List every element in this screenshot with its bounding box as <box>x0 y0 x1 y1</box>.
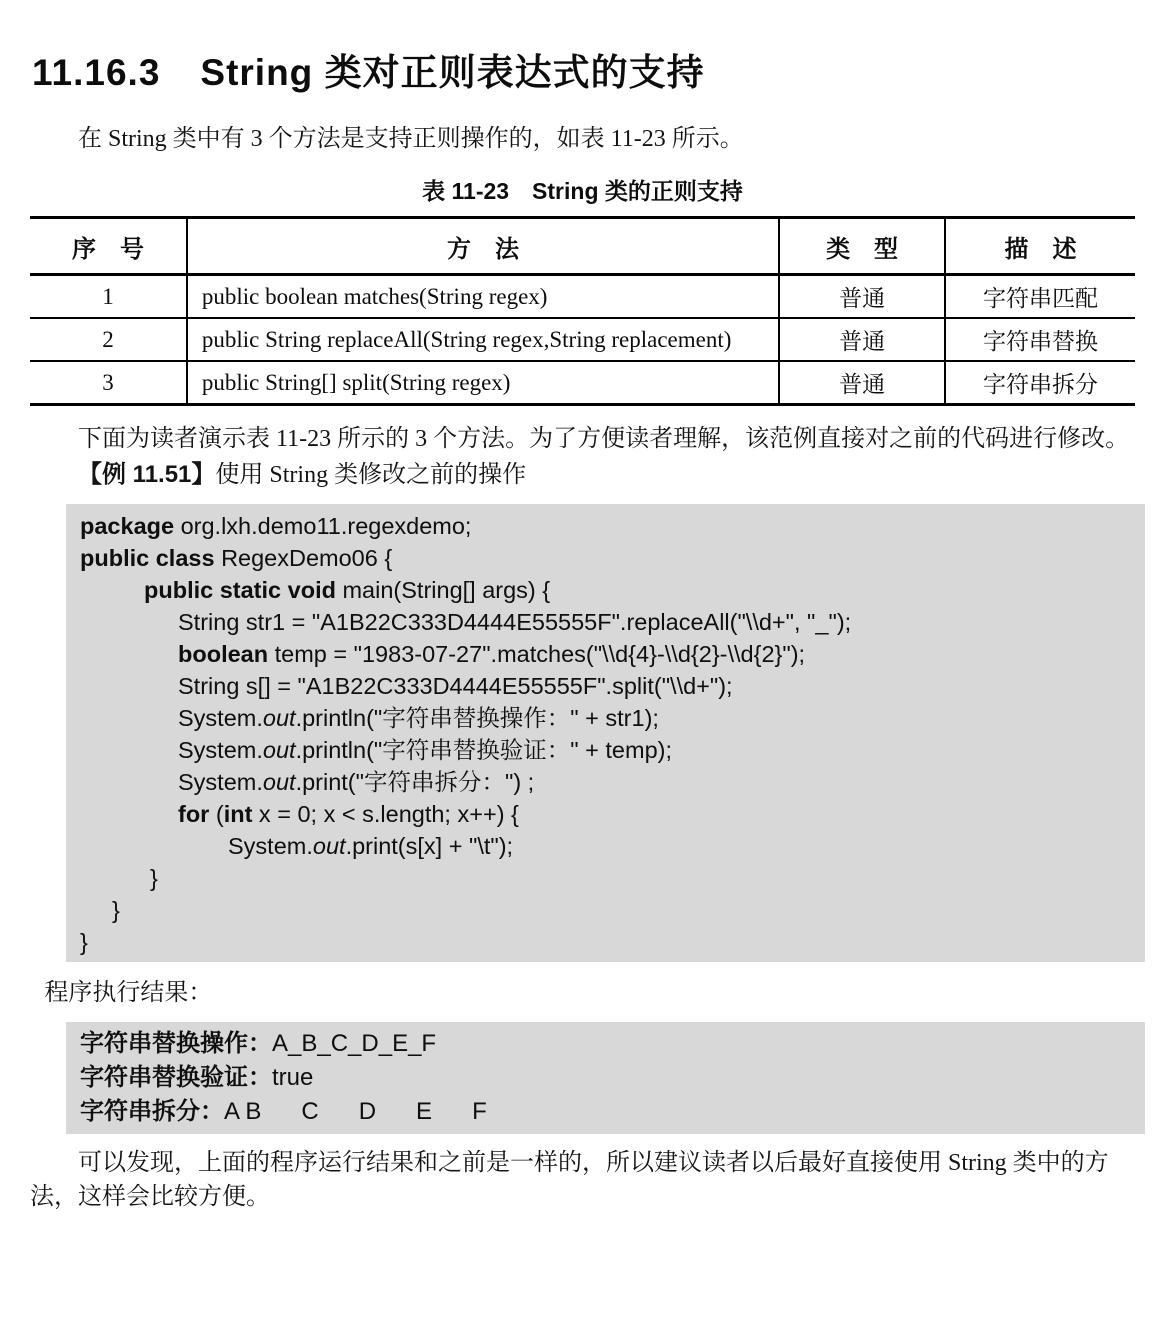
code-line: public static void main(String[] args) { <box>144 577 551 603</box>
output-label: 字符串拆分： <box>80 1098 224 1125</box>
output-value: A B C D E F <box>224 1098 487 1125</box>
code-line: System.out.print(s[x] + "\t"); <box>228 833 514 859</box>
table-row <box>30 361 1135 405</box>
table-cell-method: public boolean matches(String regex) <box>187 275 779 319</box>
table-header-cell: 类 型 <box>779 218 945 275</box>
table-caption: 表 11-23 String 类的正则支持 <box>422 178 743 204</box>
output-line <box>80 1095 1145 1129</box>
output-label: 字符串替换操作： <box>80 1030 272 1057</box>
table-cell-no: 1 <box>30 275 187 319</box>
table-cell-no: 3 <box>30 361 187 405</box>
after-table-paragraph: 下面为读者演示表 11-23 所示的 3 个方法。为了方便读者理解，该范例直接对之前的代码进行修改。 <box>78 426 1130 452</box>
code-line: for (int x = 0; x < s.length; x++) { <box>178 801 519 827</box>
regex-support-table <box>30 216 1135 406</box>
section-number: 11.16.3 <box>32 52 161 93</box>
example-label: 【例 11.51】 <box>78 461 216 488</box>
code-line: public class RegexDemo06 { <box>80 545 393 571</box>
table-cell-desc: 字符串拆分 <box>945 361 1135 405</box>
table-header-row <box>30 218 1135 275</box>
output-line <box>80 1061 1145 1095</box>
result-label: 程序执行结果： <box>44 980 213 1006</box>
table-header-cell: 描 述 <box>945 218 1135 275</box>
code-line: System.out.print("字符串拆分：") ; <box>178 769 535 795</box>
example-heading <box>30 458 1135 492</box>
output-line <box>80 1027 1145 1061</box>
code-line: System.out.println("字符串替换验证：" + temp); <box>178 737 672 763</box>
output-value: A_B_C_D_E_F <box>272 1030 437 1057</box>
code-line: String str1 = "A1B22C333D4444E55555F".replaceAll("\\d+", "_"); <box>178 609 852 635</box>
closing-paragraph: 可以发现，上面的程序运行结果和之前是一样的，所以建议读者以后最好直接使用 String 类中的方法，这样会比较方便。 <box>30 1150 1109 1210</box>
example-title: 使用 String 类修改之前的操作 <box>215 462 527 488</box>
code-line: } <box>112 897 120 923</box>
table-cell-desc: 字符串匹配 <box>945 275 1135 319</box>
table-cell-type: 普通 <box>779 318 945 361</box>
table-row <box>30 318 1135 361</box>
table-cell-type: 普通 <box>779 275 945 319</box>
code-line: } <box>150 865 158 891</box>
code-line: package org.lxh.demo11.regexdemo; <box>80 513 472 539</box>
table-cell-no: 2 <box>30 318 187 361</box>
intro-paragraph: 在 String 类中有 3 个方法是支持正则操作的，如表 11-23 所示。 <box>78 126 744 152</box>
table-row <box>30 275 1135 319</box>
code-line: System.out.println("字符串替换操作：" + str1); <box>178 705 659 731</box>
table-cell-desc: 字符串替换 <box>945 318 1135 361</box>
table-cell-method: public String replaceAll(String regex,String replacement) <box>187 318 779 361</box>
output-label: 字符串替换验证： <box>80 1064 272 1091</box>
book-page <box>0 50 1165 1214</box>
code-listing <box>66 504 1145 962</box>
code-line: boolean temp = "1983-07-27".matches("\\d{4}-\\d{2}-\\d{2}"); <box>178 641 806 667</box>
table-cell-type: 普通 <box>779 361 945 405</box>
table-header-cell: 序 号 <box>30 218 187 275</box>
code-line: String s[] = "A1B22C333D4444E55555F".split("\\d+"); <box>178 673 733 699</box>
output-value: true <box>272 1064 314 1091</box>
table-cell-method: public String[] split(String regex) <box>187 361 779 405</box>
section-heading <box>32 50 1135 96</box>
code-line: } <box>80 929 88 955</box>
table-header-cell: 方 法 <box>187 218 779 275</box>
program-output <box>66 1022 1145 1134</box>
section-title: String 类对正则表达式的支持 <box>200 52 705 93</box>
